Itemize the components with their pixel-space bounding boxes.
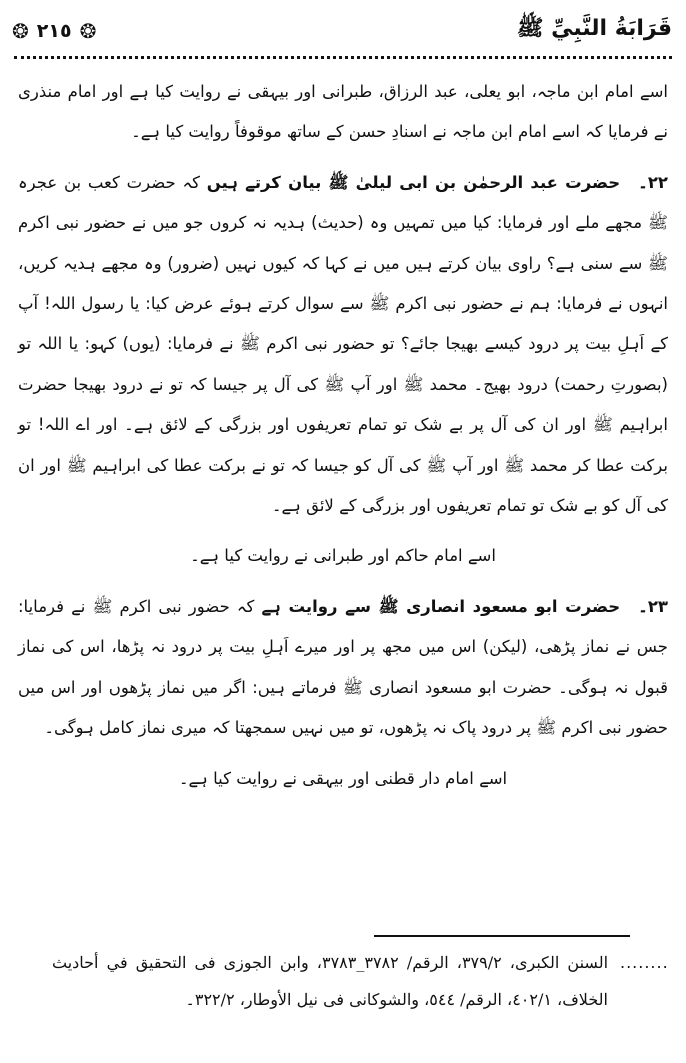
page-header [0, 0, 686, 62]
body-text [18, 72, 668, 799]
hadith-number: ٢٢۔ [638, 172, 668, 192]
ornament-right-icon: ❂ [79, 19, 97, 43]
footnote-divider [374, 935, 630, 937]
source-note-daraqutni: اسے امام دار قطنی اور بیہقی نے روایت کیا ہے۔ [178, 768, 508, 788]
hadith-23 [18, 587, 668, 749]
paragraph-intro: اسے امام ابن ماجہ، ابو یعلی، عبد الرزاق، طبرانی اور بیہقی نے روایت کیا ہے اور امام منذری نے فرمایا کہ اسے امام ابن ماجہ نے اسنادِ حسن کے ساتھ موقوفاً روایت کیا ہے۔ [18, 82, 668, 142]
page-number: ٢١٥ [36, 20, 72, 42]
hadith-narrator-heading: حضرت ابو مسعود انصاری ﷺ سے روایت ہے [261, 596, 621, 616]
ornament-left-icon: ❂ [12, 19, 29, 43]
hadith-text: کہ حضور نبی اکرم ﷺ نے فرمایا: جس نے نماز پڑھی، (لیکن) اس میں مجھ پر اور میرے اَہلِ بیت پر درود نہ پڑھا، اس کی نماز قبول نہ ہوگی۔ حضرت ابو مسعود انصاری ﷺ فرماتے ہیں: اگر میں نماز پڑھوں اور اس میں حضور نبی اکرم ﷺ پر درود پاک نہ پڑھوں، تو میں نہیں سمجھتا کہ میری نماز کامل ہوگی۔ [18, 596, 668, 738]
header-dotted-divider [14, 56, 672, 59]
hadith-number: ٢٣۔ [638, 596, 668, 616]
hadith-22 [18, 163, 668, 527]
page-number-frame [12, 16, 96, 46]
source-note-hakim: اسے امام حاکم اور طبرانی نے روایت کیا ہے۔ [190, 546, 496, 566]
hadith-narrator-heading: حضرت عبد الرحمٰن بن ابی لیلیٰ ﷺ بیان کرتے ہیں [206, 172, 621, 192]
running-title: قَرَابَةُ النَّبِيِّ ﷺ [516, 16, 672, 41]
hadith-text: کہ حضرت کعب بن عجرہ ﷺ مجھے ملے اور فرمایا: کیا میں تمہیں وہ (حدیث) ہدیہ نہ کروں جو میں نے حضور نبی اکرم ﷺ سے سنی ہے؟ راوی بیان کرتے ہیں میں نے کہا کہ کیوں نہیں (ضرور) وہ مجھے ہدیہ کریں، انہوں نے فرمایا: ہم نے حضور نبی اکرم ﷺ سے سوال کرتے ہوئے عرض کیا: یا رسول اللہ! آپ کے اَہلِ بیت پر درود کیسے بھیجا جائے؟ تو حضور نبی اکرم ﷺ نے فرمایا: (یوں) کہو: یا اللہ تو (بصورتِ رحمت) درود بھیج۔ محمد ﷺ اور آپ ﷺ کی آل پر جیسا کہ تو نے درود بھیجا حضرت ابراہیم ﷺ اور ان کی آل پر بے شک تو تمام تعریفوں اور بزرگی کے لائق ہے۔ اور اے اللہ! تو برکت عطا کر محمد ﷺ اور آپ ﷺ کی آل کو جیسا کہ تو نے برکت عطا کی ابراہیم ﷺ اور ان کی آل کو بے شک تو تمام تعریفوں اور بزرگی کے لائق ہے۔ [18, 172, 668, 516]
footnote-text: السنن الكبرى، ٣٧٩/٢، الرقم/ ٣٧٨٢_٣٧٨٣، وابن الجوزى فى التحقيق في أحاديث الخلاف، ٤٠٢/١، الرقم/ ٥٤٤، والشوكانى فى نيل الأوطار، ٣٢٢/٢۔ [52, 953, 609, 1009]
footnote-marker: ........ [620, 953, 669, 972]
